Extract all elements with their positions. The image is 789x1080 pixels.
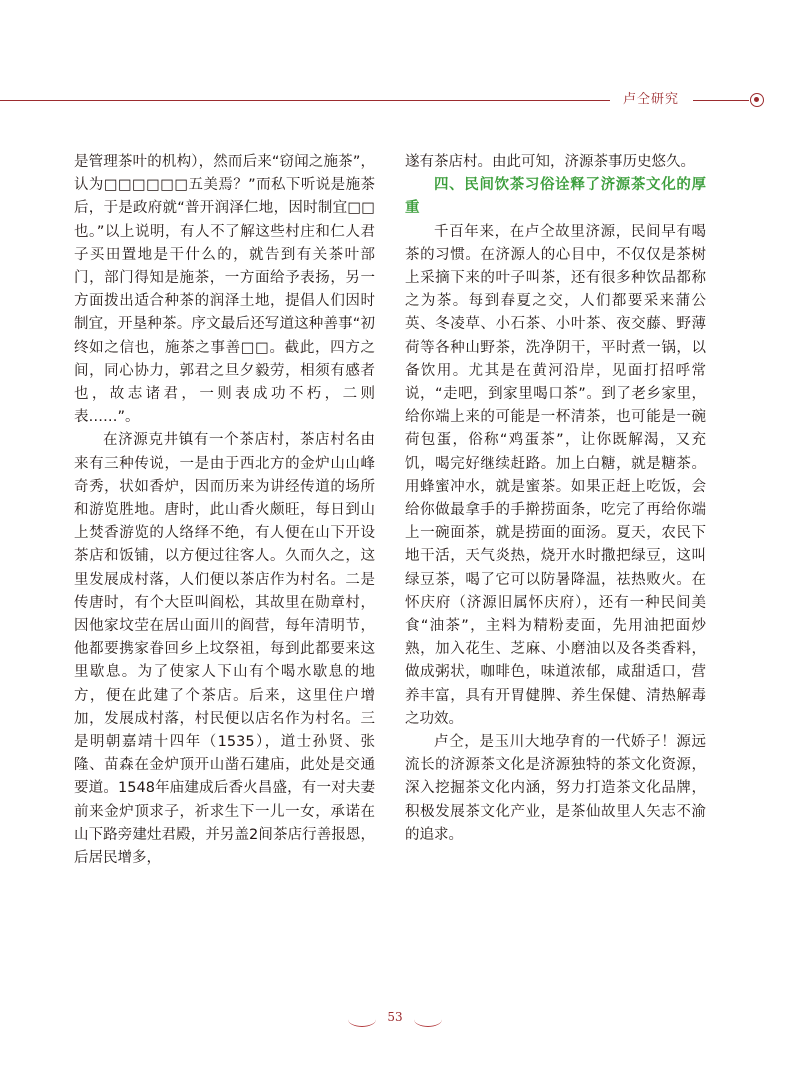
right-column <box>405 151 706 847</box>
page-folio <box>340 1008 450 1036</box>
paragraph: 千百年来，在卢仝故里济源，民间早有喝茶的习惯。在济源人的心目中，不仅仅是茶树上采摘下来的叶子叫茶，还有很多种饮品都称之为茶。每到春夏之交，人们都要采来蒲公英、冬凌草、小石茶、小叶茶、夜交藤、野薄荷等各种山野茶，洗净阴干，平时煮一锅，以备饮用。尤其是在黄河沿岸，见面打招呼常说，“走吧，到家里喝口茶”。到了老乡家里，给你端上来的可能是一杯清茶，也可能是一碗荷包蛋，俗称“鸡蛋茶”，让你既解渴，又充饥，喝完好继续赶路。加上白糖，就是糖茶。用蜂蜜冲水，就是蜜茶。如果正赶上吃饭，会给你做最拿手的手擀捞面条，吃完了再给你端上一碗面茶，就是捞面的面汤。夏天，农民下地干活，天气炎热，烧开水时撒把绿豆，这叫绿豆茶，喝了它可以防暑降温，祛热败火。在怀庆府（济源旧属怀庆府），还有一种民间美食“油茶”，主料为精粉麦面，先用油把面炒熟，加入花生、芝麻、小磨油以及各类香料，做成粥状，咖啡色，味道浓郁，咸甜适口，营养丰富，具有开胃健脾、养生保健、清热解毒之功效。 <box>405 223 706 727</box>
paragraph: 卢仝，是玉川大地孕育的一代娇子！源远流长的济源茶文化是济源独特的茶文化资源，深入挖掘茶文化内涵，努力打造茶文化品牌，积极发展茶文化产业，是茶仙故里人矢志不渝的追求。 <box>405 734 706 843</box>
paragraph: 遂有茶店村。由此可知，济源茶事历史悠久。 <box>405 154 695 170</box>
running-header <box>0 86 789 116</box>
page-number: 53 <box>387 1010 403 1024</box>
section-title: 卢仝研究 <box>622 92 679 107</box>
swirl-ornament-icon <box>414 1012 442 1027</box>
paragraph: 在济源克井镇有一个茶店村，茶店村名由来有三种传说，一是由于西北方的金炉山山峰奇秀，状如香炉，因而历来为讲经传道的场所和游览胜地。唐时，此山香火颇旺，每日到山上焚香游览的人络绎不绝，有人便在山下开设茶店和饭铺，以方便过往客人。久而久之，这里发展成村落，人们便以茶店作为村名。二是传唐时，有个大臣叫阎松，其故里在勋章村，因他家坟茔在居山面川的阎营，每年清明节，他都要携家眷回乡上坟祭祖，每到此都要来这里歇息。为了使家人下山有个喝水歇息的地方，便在此建了个茶店。后来，这里住户增加，发展成村落，村民便以店名作为村名。三是明朝嘉靖十四年（1535），道士孙贤、张隆、苗森在金炉顶开山凿石建庙，此处是交通要道。1548年庙建成后香火昌盛，有一对夫妻前来金炉顶求子，祈求生下一儿一女，承诺在山下路旁建灶君殿，并另盖2间茶店行善报恩，后居民增多， <box>74 432 375 867</box>
header-rule-right <box>693 100 749 101</box>
bullseye-ornament-icon <box>750 93 764 107</box>
swirl-ornament-icon <box>348 1012 376 1027</box>
left-column <box>74 151 375 870</box>
header-rule-left <box>0 100 610 101</box>
paragraph: 是管理茶叶的机构），然而后来“窃闻之施茶”，认为□□□□□□五美焉？”而私下听说是施茶后，于是政府就“普开润泽仁地，因时制宜□□也。”以上说明，有人不了解这些村庄和仁人君子买田置地是干什么的，就告到有关茶叶部门，部门得知是施茶，一方面给予表扬，另一方面拨出适合种茶的润泽土地，提倡人们因时制宜，开垦种茶。序文最后还写道这种善事“初终如之信也，施茶之事善□□。截此，四方之间，同心协力，郭君之旦夕毅劳，相须有感者也，故志诸君，一则表成功不朽，二则表……”。 <box>74 154 375 426</box>
section-heading: 四、民间饮茶习俗诠释了济源茶文化的厚重 <box>405 177 706 217</box>
